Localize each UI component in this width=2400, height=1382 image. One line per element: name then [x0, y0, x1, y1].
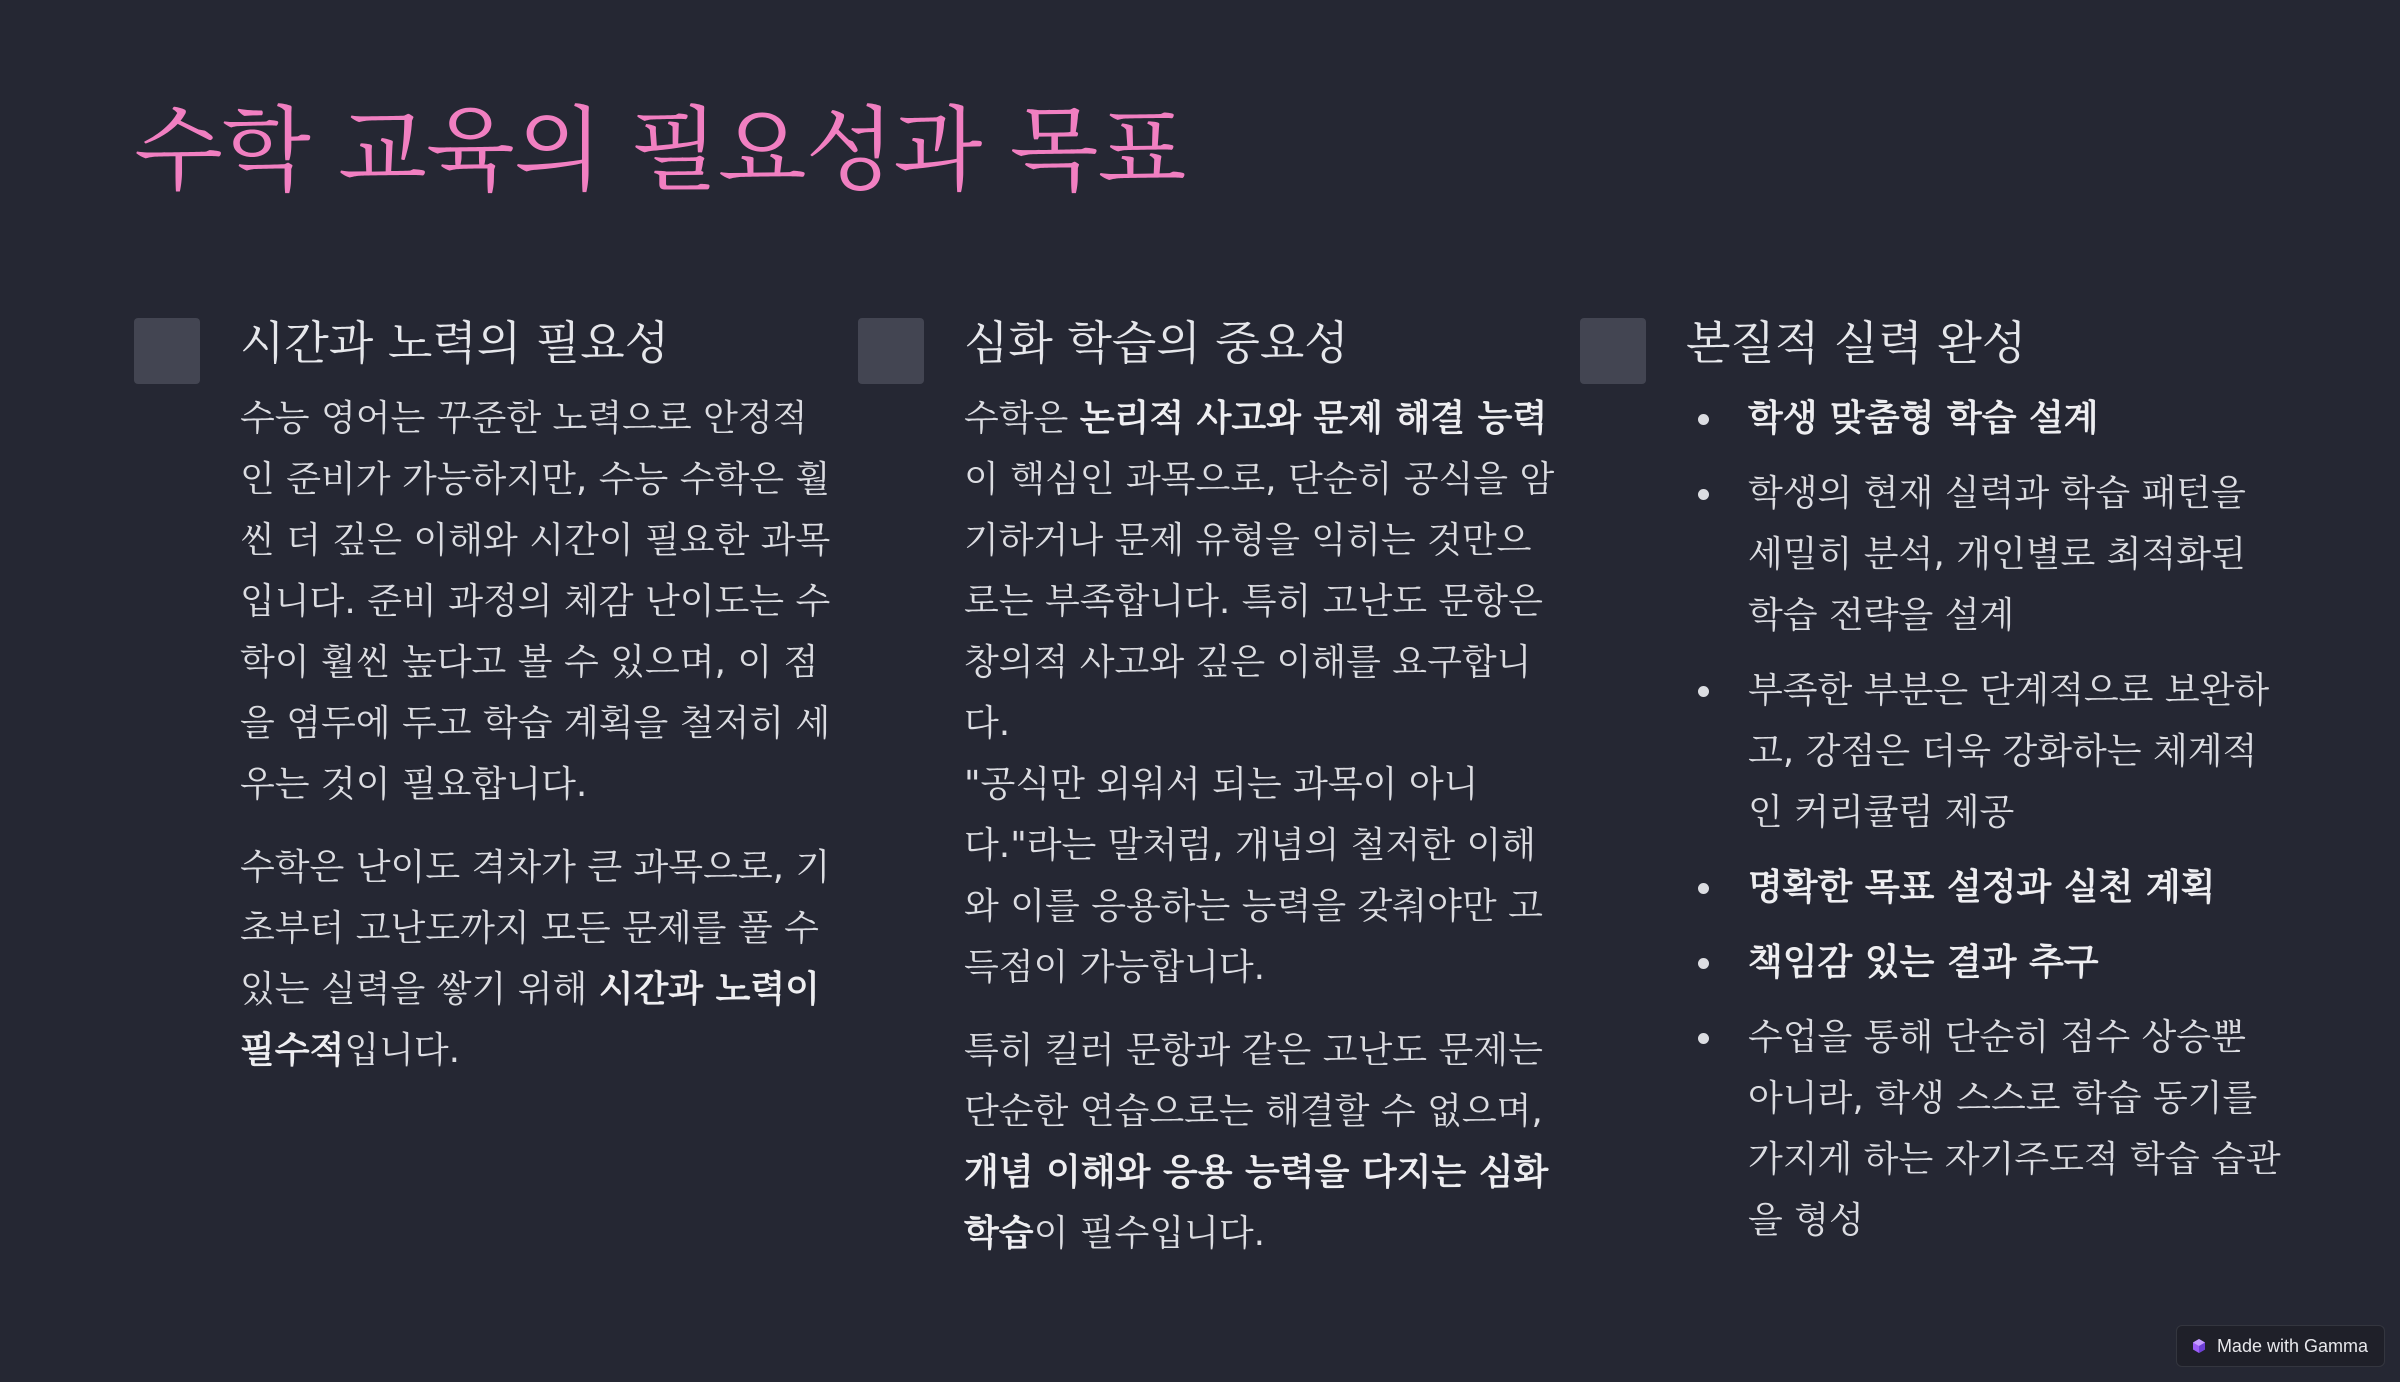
bullet-dot-icon: [1698, 489, 1709, 500]
bullet-item: [1686, 1007, 2286, 1251]
column-paragraph: 수능 영어는 꾸준한 노력으로 안정적인 준비가 가능하지만, 수능 수학은 훨씬 더 깊은 이해와 시간이 필요한 과목입니다. 준비 과정의 체감 난이도는 수학이 훨씬 높다고 볼 수 있으며, 이 점을 염두에 두고 학습 계획을 철저히 세우는 것이 필요합니다.: [240, 398, 831, 805]
emphasis-text: 시간과 노력이 필수적: [240, 969, 820, 1071]
bullet-text: 학생 맞춤형 학습 설계: [1748, 398, 2099, 439]
column-heading: 심화 학습의 중요성: [964, 316, 1349, 370]
emphasis-text: 논리적 사고와 문제 해결 능력: [1079, 398, 1548, 439]
bullet-dot-icon: [1698, 1033, 1709, 1044]
bullet-dot-icon: [1698, 958, 1709, 969]
bullet-list: [1686, 388, 2286, 1251]
column-paragraph: 특히 킬러 문항과 같은 고난도 문제는 단순한 연습으로는 해결할 수 없으며, 개념 이해와 응용 능력을 다지는 심화 학습이 필수입니다.: [964, 1030, 1549, 1254]
column-body: [1686, 312, 2286, 1265]
bullet-dot-icon: [1698, 414, 1709, 425]
bullet-text: 학생의 현재 실력과 학습 패턴을 세밀히 분석, 개인별로 최적화된 학습 전략을 설계: [1748, 473, 2246, 636]
bullet-text: 책임감 있는 결과 추구: [1748, 942, 2099, 983]
bullet-item: [1686, 932, 2286, 993]
gamma-logo-icon: [2191, 1338, 2207, 1354]
bullet-item: [1686, 857, 2286, 918]
bullet-dot-icon: [1698, 883, 1709, 894]
column-paragraph: 수학은 논리적 사고와 문제 해결 능력이 핵심인 과목으로, 단순히 공식을 암기하거나 문제 유형을 익히는 것만으로는 부족합니다. 특히 고난도 문항은 창의적 사고와 깊은 이해를 요구합니다. "공식만 외워서 되는 과목이 아니다."라는 말처럼, 개념의 철저한 이해와 이를 응용하는 능력을 갖춰야만 고득점이 가능합니다.: [964, 398, 1555, 988]
page-title: 수학 교육의 필요성과 목표: [134, 97, 1186, 204]
emphasis-text: 개념 이해와 응용 능력을 다지는 심화 학습: [964, 1152, 1549, 1254]
bullet-text: 수업을 통해 단순히 점수 상승뿐 아니라, 학생 스스로 학습 동기를 가지게 하는 자기주도적 학습 습관을 형성: [1748, 1017, 2281, 1241]
column-body: [964, 312, 1558, 1286]
badge-label: Made with Gamma: [2216, 1335, 2368, 1356]
bullet-item: [1686, 388, 2286, 449]
column-body: [240, 312, 834, 1103]
bullet-text: 명확한 목표 설정과 실천 계획: [1748, 867, 2216, 908]
column-marker: [134, 318, 200, 384]
bullet-item: [1686, 660, 2286, 843]
made-with-gamma-badge[interactable]: [2176, 1325, 2385, 1367]
bullet-item: [1686, 463, 2286, 646]
column-paragraph: 수학은 난이도 격차가 큰 과목으로, 기초부터 고난도까지 모든 문제를 풀 수 있는 실력을 쌓기 위해 시간과 노력이 필수적입니다.: [240, 847, 831, 1071]
bullet-text: 부족한 부분은 단계적으로 보완하고, 강점은 더욱 강화하는 체계적인 커리큘럼 제공: [1748, 670, 2270, 833]
column-marker: [858, 318, 924, 384]
bullet-dot-icon: [1698, 686, 1709, 697]
column-marker: [1580, 318, 1646, 384]
column-heading: 본질적 실력 완성: [1686, 316, 2027, 370]
column-heading: 시간과 노력의 필요성: [240, 316, 670, 370]
